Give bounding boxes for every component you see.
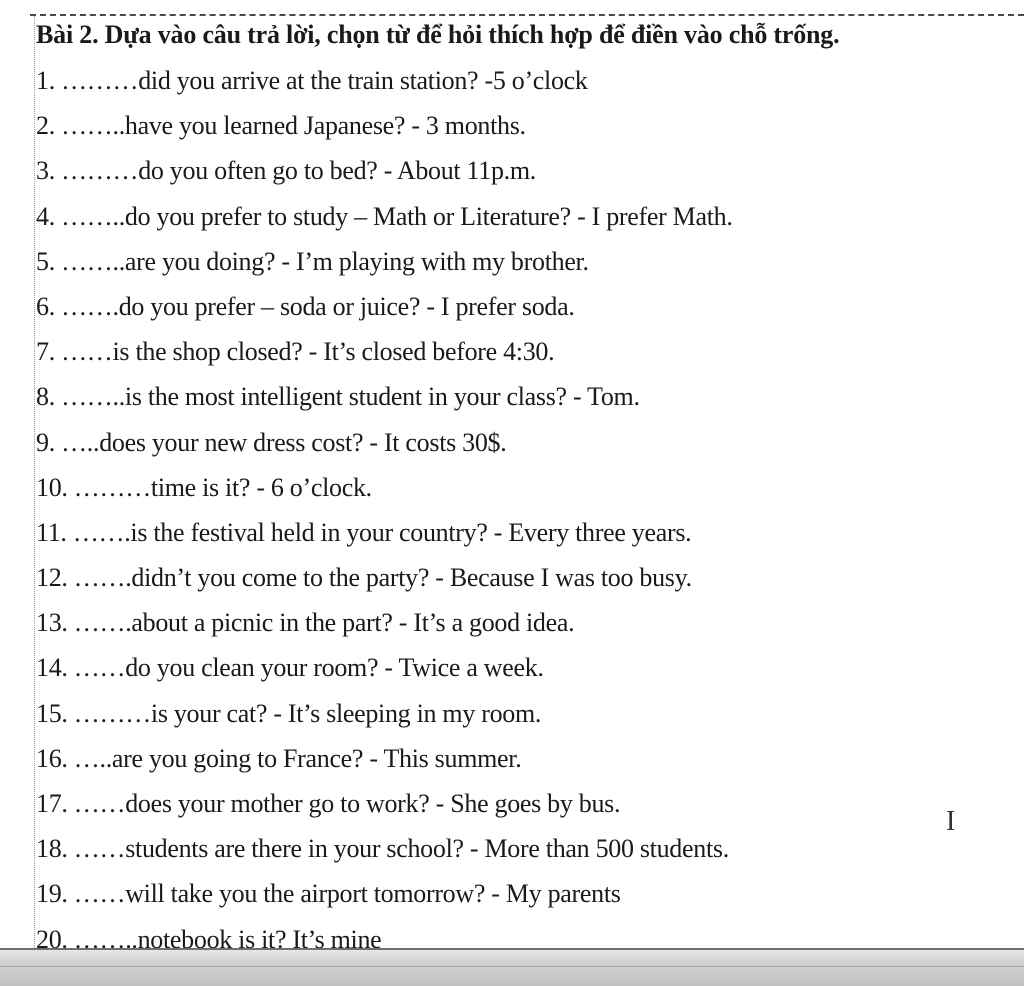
question-8: 8. ……..is the most intelligent student in your class? - Tom. (36, 382, 640, 412)
question-1: 1. ………did you arrive at the train station? -5 o’clock (36, 66, 588, 95)
question-2: 2. ……..have you learned Japanese? - 3 months. (36, 111, 526, 141)
exercise-heading: Bài 2. Dựa vào câu trả lời, chọn từ để hỏi thích hợp để điền vào chỗ trống. (36, 20, 840, 49)
question-list (36, 62, 936, 948)
question-15: 15. ………is your cat? - It’s sleeping in my room. (36, 698, 542, 728)
question-7: 7. ……is the shop closed? - It’s closed before 4:30. (36, 337, 555, 367)
window-bottom-bar (0, 948, 1024, 986)
page-left-margin (34, 16, 35, 948)
text-cursor-icon: I (946, 806, 956, 837)
question-19: 19. ……will take you the airport tomorrow? - My parents (36, 879, 621, 909)
question-20: 20. ……..notebook is it? It’s mine (36, 924, 382, 948)
question-14: 14. ……do you clean your room? - Twice a week. (36, 653, 544, 683)
question-5: 5. ……..are you doing? - I’m playing with my brother. (36, 246, 589, 276)
question-4: 4. ……..do you prefer to study – Math or Literature? - I prefer Math. (36, 201, 733, 231)
question-13: 13. …….about a picnic in the part? - It’s a good idea. (36, 608, 575, 638)
question-11: 11. …….is the festival held in your country? - Every three years. (36, 517, 692, 547)
page-top-border (30, 14, 1024, 16)
question-3: 3. ………do you often go to bed? - About 11p.m. (36, 156, 537, 186)
question-16: 16. …..are you going to France? - This summer. (36, 743, 522, 773)
question-6: 6. …….do you prefer – soda or juice? - I prefer soda. (36, 291, 575, 321)
question-17: 17. ……does your mother go to work? - She goes by bus. (36, 789, 621, 818)
bottom-bar-divider (0, 966, 1024, 967)
question-12: 12. …….didn’t you come to the party? - Because I was too busy. (36, 563, 692, 593)
question-18: 18. ……students are there in your school? - More than 500 students. (36, 834, 729, 864)
question-9: 9. …..does your new dress cost? - It costs 30$. (36, 427, 507, 457)
question-10: 10. ………time is it? - 6 o’clock. (36, 472, 372, 502)
